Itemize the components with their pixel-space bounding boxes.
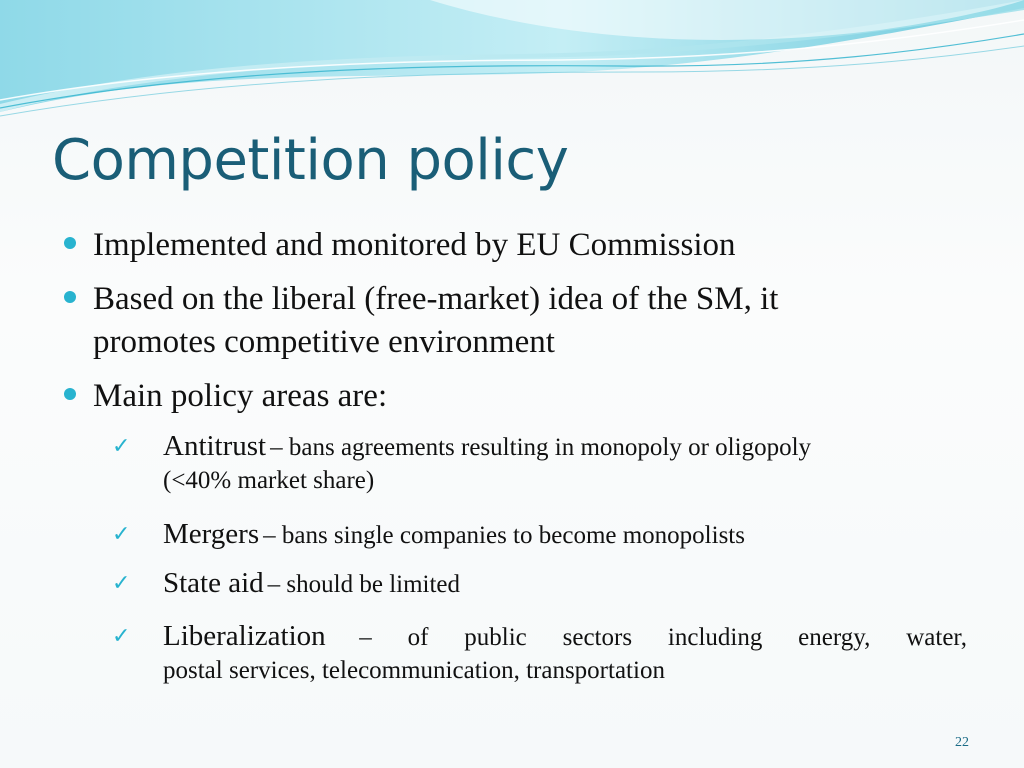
bullet-item [64,375,964,418]
checkmark-icon: ✓ [112,522,131,547]
bullet-text: Implemented and monitored by EU Commission [93,227,736,263]
bullet-dot-icon [64,237,76,249]
policy-area-item [112,518,967,551]
slide-title: Competition policy [52,128,569,193]
policy-area-term: State aid [163,567,264,599]
policy-area-description: – bans agreements resulting in monopoly or oligopoly [270,434,812,461]
policy-area-term: Antitrust [163,430,267,462]
bullet-text-line: promotes competitive environment [93,324,555,360]
checkmark-icon: ✓ [112,434,131,459]
header-wave-decoration [0,0,1024,130]
policy-area-item [112,620,967,689]
bullet-text: Main policy areas are: [93,378,388,414]
checkmark-icon: ✓ [112,624,131,649]
checkmark-icon: ✓ [112,571,131,596]
policy-area-item [112,430,967,499]
policy-area-description: – should be limited [267,571,461,598]
bullet-text-line: Based on the liberal (free-market) idea of the SM, it [93,281,779,317]
page-number: 22 [955,735,969,750]
bullet-item [64,224,964,267]
bullet-dot-icon [64,291,76,303]
bullet-text [64,278,964,364]
policy-area-term: Mergers [163,518,260,550]
bullet-dot-icon [64,388,76,400]
policy-area-continuation: postal services, telecommunication, transportation [163,657,665,684]
policy-area-description: – of public sectors including energy, water, [359,624,967,651]
policy-area-description: – bans single companies to become monopolists [263,522,745,549]
policy-area-continuation: (<40% market share) [163,467,375,494]
policy-area-first-line [163,620,967,653]
policy-area-term: Liberalization [163,620,326,652]
bullet-item [64,278,964,364]
policy-area-item [112,567,967,600]
